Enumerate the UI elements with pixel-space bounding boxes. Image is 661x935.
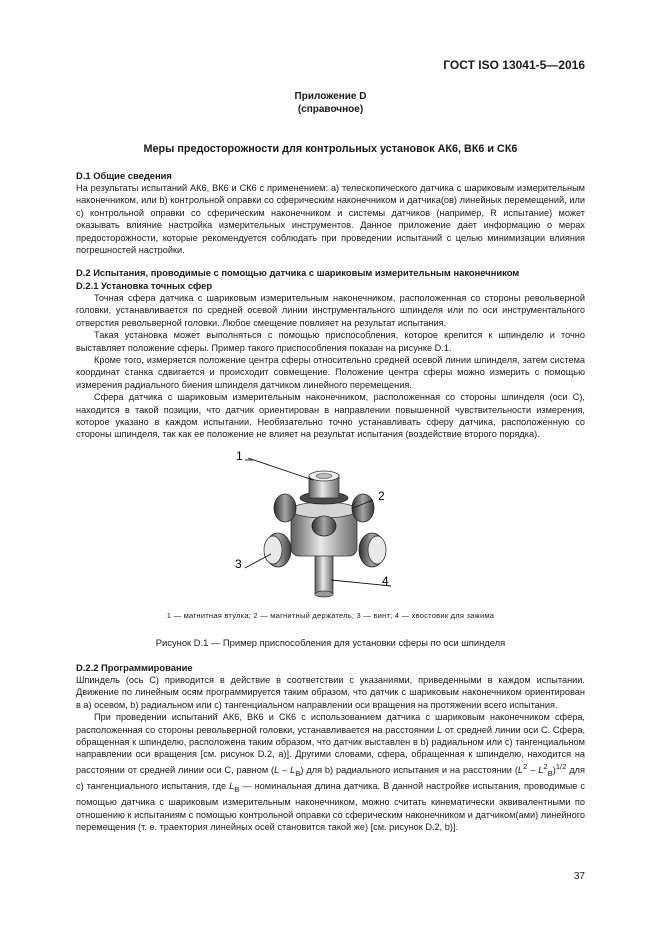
section-d1-heading: D.1 Общие сведения [76,170,172,181]
annex-heading [0,90,661,116]
page-number: 37 [573,871,585,882]
paragraph: Кроме того, измеряется положение центра сферы относительно средней осевой линии шпинделя, затем система координат станка сдвигается и происходит совмещение. Положение центра сферы можно измерить с помощью измерения радиального биения шпинделя датчиком линейного перемещения. [76,355,585,390]
callout-1: 1 [236,449,243,463]
callout-3: 3 [235,557,242,571]
paragraph-with-formula: При проведении испытаний АК6, ВК6 и СК6 с использованием датчика с шариковым наконечником сфера, расположенная со стороны револьверной головки, устанавливается на расстоянии L от средней линии оси С. Сфера, обращенная к шпинделю, расположена таким образом, что датчик выставлен в b) радиальном или с) тангенциальном направлении оси вращения [см. рисунок D.2, а)]. Другими словами, сфера, обращенная к шпинделю, находится на расстоянии от средней линии оси С, равном $(L - L_B)$ для b) радиального испытания и на расстоянии $(L^2 - L^2_B)^{1/2}$ для с) тангенциального испытания, где $L_B$ — номинальная длина датчика. В данной настройке испытания, проводимые с помощью датчика с шариковым измерительным наконечником, можно считать кинематически эквивалентными по отношению к испытаниям с помощью контрольной оправки со сферическим наконечником и датчиком(ами) линейного перемещения (т. е. траектория линейных осей становится такой же) [см. рисунок D.2, b)]. [76,712,586,833]
paragraph: Такая установка может выполняться с помощью приспособления, которое крепится к шпинделю и точно выставляет положение сферы. Пример такого приспособления показан на рисунке D.1. [76,330,585,353]
main-title: Меры предосторожности для контрольных установок АК6, ВК6 и СК6 [143,143,518,155]
paragraph: Шпиндель (ось С) приводится в действие в соответствии с указаниями, приведенными в каждом испытании. Движение по линейным осям программируется таким образом, что датчик с шариковым наконечником ориентирован в а) осевом, b) радиальном или с) тангенциальном направлении оси вращения на протяжении всего испытания. [76,675,585,710]
section-d22 [76,661,585,834]
section-d2-heading: D.2 Испытания, проводимые с помощью датчика с шариковым измерительным наконечником [76,267,520,278]
paragraph: Точная сфера датчика с шариковым измерительным наконечником, расположенная со стороны револьверной головки, устанавливается по средней осевой линии инструментального шпинделя или по оси инструментального отверстия револьверной головки. Любое смещение повлияет на результат испытания. [76,293,585,328]
standard-header: ГОСТ ISO 13041-5—2016 [443,58,585,72]
subsection-d21-heading: D.2.1 Установка точных сфер [76,280,213,291]
paragraph: Сфера датчика с шариковым измерительным наконечником, расположенная со стороны шпинделя (оси С), находится в такой позиции, что датчик ориентирован в направлении повышенной чувствительности измерения, которое указано в каждом испытании. Необязательно точно устанавливать сферу датчика, расположенную со стороны шпинделя, так как ее положение не влияет на результат испытания (воздействие второго порядка). [76,392,585,440]
callout-4: 4 [382,574,389,588]
spindle-fixture-figure [225,446,425,606]
subsection-d22-heading: D.2.2 Программирование [76,662,193,673]
figure-caption: Рисунок D.1 — Пример приспособления для установки сферы по оси шпинделя [155,637,506,648]
annex-title: Приложение D [294,91,367,102]
callout-2: 2 [378,489,385,503]
annex-subtitle: (справочное) [297,104,364,115]
section-d1 [76,169,585,256]
section-d2 [76,266,585,441]
section-d1-paragraph: На результаты испытаний АК6, ВК6 и СК6 с применением: а) телескопического датчика с шариковым измерительным наконечником, или b) контрольной оправки со сферическим наконечником и датчика(ов) линейных перемещений, или с) контрольной оправки со сферическим наконечником и системы датчиков (например, R испытание) может оказывать влияние настройка измерительных инструментов. Данное приложение дает информацию о мерах предосторожности, которые рекомендуется соблюдать при проведении испытаний с целью минимизации влияния погрешностей настройки. [76,183,585,256]
figure-legend: 1 — магнитная втулка; 2 — магнитный держатель; 3 — винт; 4 — хвостовик для зажима [166,611,495,620]
